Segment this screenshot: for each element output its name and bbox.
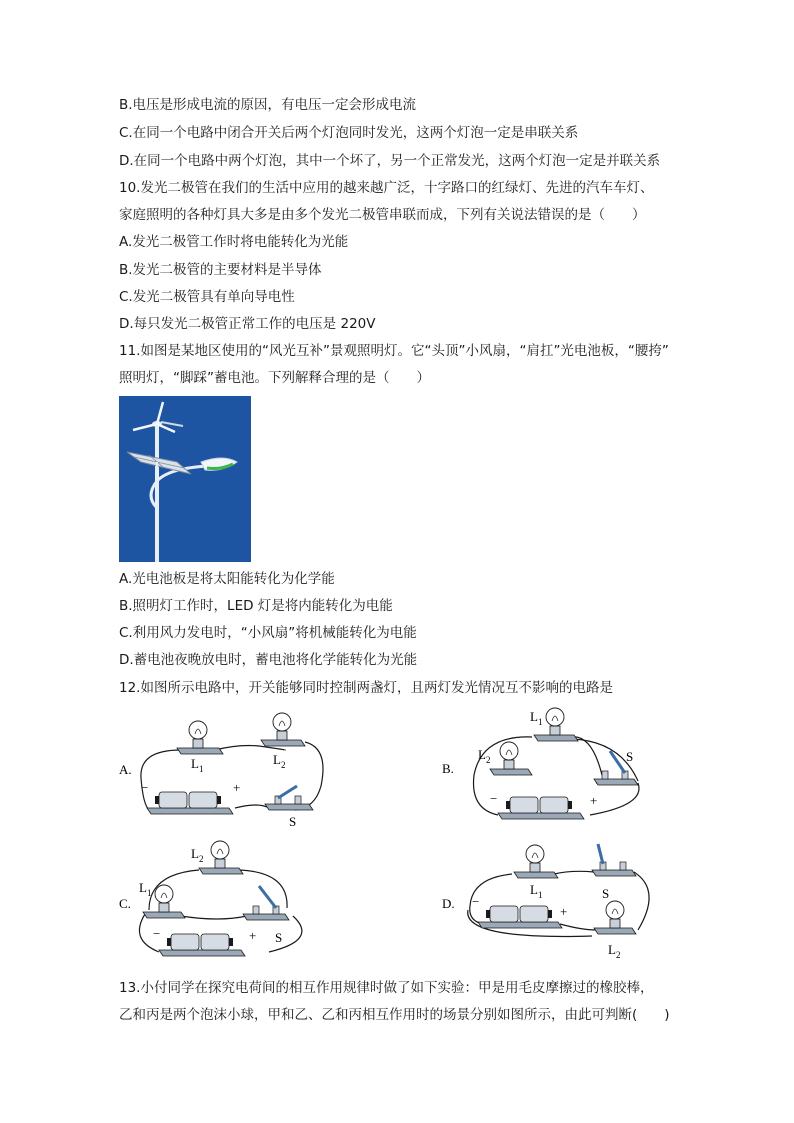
- battery: [159, 934, 245, 956]
- q12-stem: 12.如图所示电路中，开关能够同时控制两盏灯，且两灯发光情况互不影响的电路是: [119, 680, 613, 696]
- circuit-b-option: B.: [442, 761, 454, 776]
- q10-option-d: D.每只发光二极管正常工作的电压是 220V: [119, 316, 376, 332]
- svg-text:S: S: [626, 749, 634, 764]
- battery: [147, 792, 233, 814]
- circuit-c-option: C.: [119, 896, 131, 911]
- svg-text:L: L: [530, 882, 538, 897]
- q13-stem-line1: 13.小付同学在探究电荷间的相互作用规律时做了如下实验：甲是用毛皮摩擦过的橡胶棒，: [119, 980, 654, 996]
- q10-stem-line1: 10.发光二极管在我们的生活中应用的越来越广泛，十字路口的红绿灯、先进的汽车车灯、: [119, 180, 654, 196]
- q11-option-c: C.利用风力发电时，“小风扇”将机械能转化为电能: [119, 625, 417, 641]
- svg-text:L: L: [608, 942, 616, 957]
- q10-option-a: A.发光二极管工作时将电能转化为光能: [119, 234, 349, 250]
- svg-text:+: +: [249, 928, 257, 943]
- q9-option-d: D.在同一个电路中两个灯泡，其中一个坏了，另一个正常发光，这两个灯泡一定是并联关系: [119, 153, 661, 169]
- switch-s: [265, 786, 313, 810]
- svg-text:−: −: [153, 926, 161, 941]
- svg-text:1: 1: [147, 888, 152, 898]
- svg-text:+: +: [590, 793, 598, 808]
- svg-text:2: 2: [486, 755, 491, 765]
- svg-text:−: −: [490, 791, 498, 806]
- lamp-l2: [261, 713, 305, 746]
- q10-option-c: C.发光二极管具有单向导电性: [119, 289, 295, 305]
- lamp-l1: [177, 721, 223, 754]
- svg-text:1: 1: [199, 764, 204, 774]
- q11-option-b: B.照明灯工作时，LED 灯是将内能转化为电能: [119, 598, 393, 614]
- switch-s: [592, 844, 636, 876]
- circuit-c: [119, 840, 339, 968]
- lamp-l2: [490, 742, 532, 775]
- q9-option-b: B.电压是形成电流的原因，有电压一定会形成电流: [119, 97, 417, 113]
- svg-text:+: +: [560, 904, 568, 919]
- svg-text:−: −: [472, 894, 480, 909]
- q11-stem-line2: 照明灯，“脚踩”蓄电池。下列解释合理的是（ ）: [119, 370, 430, 386]
- q10-option-b: B.发光二极管的主要材料是半导体: [119, 262, 322, 278]
- battery: [478, 906, 562, 928]
- q11-option-a: A.光电池板是将太阳能转化为化学能: [119, 571, 335, 587]
- battery: [498, 797, 584, 819]
- svg-text:L: L: [191, 846, 199, 861]
- svg-text:L: L: [530, 709, 538, 724]
- circuit-a: [119, 708, 339, 832]
- switch-s: [243, 886, 289, 920]
- svg-text:2: 2: [199, 854, 204, 864]
- svg-text:L: L: [191, 756, 199, 771]
- svg-text:2: 2: [616, 950, 621, 960]
- svg-text:+: +: [233, 780, 241, 795]
- lamp-l1: [514, 845, 558, 878]
- svg-text:1: 1: [538, 890, 543, 900]
- svg-text:−: −: [141, 780, 149, 795]
- circuit-d-option: D.: [442, 896, 455, 911]
- q11-option-d: D.蓄电池夜晚放电时，蓄电池将化学能转化为光能: [119, 652, 418, 668]
- svg-text:1: 1: [538, 717, 543, 727]
- circuit-d: [442, 840, 662, 968]
- lamp-l2: [199, 841, 243, 874]
- q9-option-c: C.在同一个电路中闭合开关后两个灯泡同时发光，这两个灯泡一定是串联关系: [119, 125, 579, 141]
- svg-text:S: S: [289, 814, 297, 829]
- svg-text:L: L: [273, 752, 281, 767]
- q13-stem-line2: 乙和丙是两个泡沫小球，甲和乙、乙和丙相互作用时的场景分别如图所示，由此可判断( ): [119, 1007, 670, 1023]
- svg-text:S: S: [275, 930, 283, 945]
- q11-stem-line1: 11.如图是某地区使用的“风光互补”景观照明灯。它“头顶”小风扇，“肩扛”光电池板，“腰挎”: [119, 343, 669, 359]
- lamp-l2: [594, 901, 636, 934]
- circuit-b: [442, 705, 662, 833]
- circuit-a-option: A.: [119, 762, 132, 777]
- svg-text:L: L: [478, 747, 486, 762]
- q10-stem-line2: 家庭照明的各种灯具大多是由多个发光二极管串联而成，下列有关说法错误的是（ ）: [119, 207, 646, 223]
- street-lamp-image: [119, 396, 251, 562]
- svg-text:L: L: [139, 880, 147, 895]
- svg-text:S: S: [602, 886, 610, 901]
- svg-text:2: 2: [281, 760, 286, 770]
